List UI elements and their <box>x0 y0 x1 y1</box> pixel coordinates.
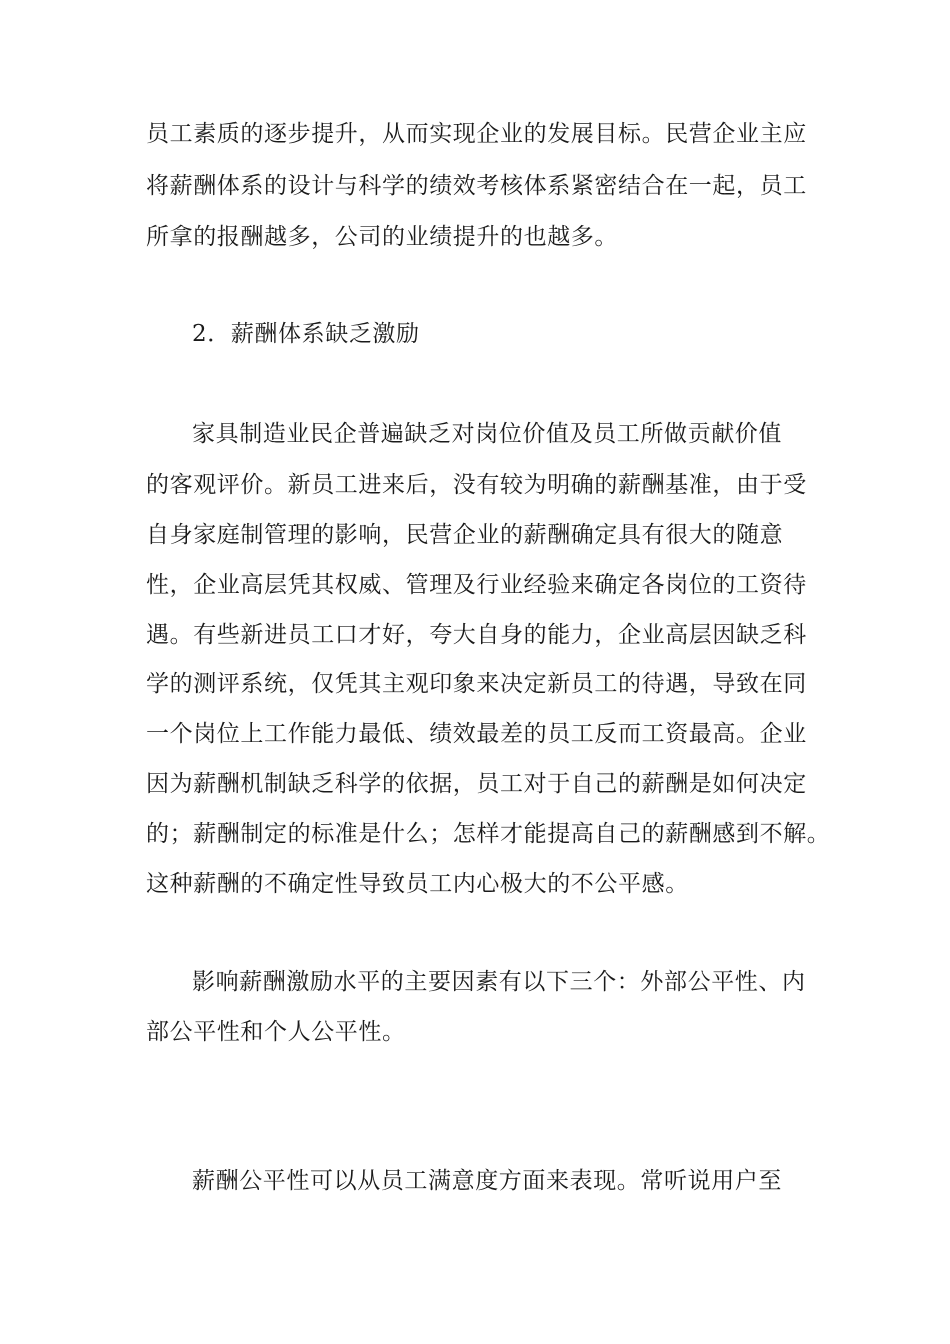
paragraph-line: 员工素质的逐步提升，从而实现企业的发展目标。民营企业主应 <box>146 121 807 147</box>
paragraph-line: 家具制造业民企普遍缺乏对岗位价值及员工所做贡献价值 <box>192 421 782 447</box>
paragraph-line: 的；薪酬制定的标准是什么；怎样才能提高自己的薪酬感到不解。 <box>146 821 831 847</box>
paragraph-line: 学的测评系统，仅凭其主观印象来决定新员工的待遇，导致在同 <box>146 671 807 697</box>
paragraph-line: 遇。有些新进员工口才好，夸大自身的能力，企业高层因缺乏科 <box>146 622 807 648</box>
paragraph-line: 影响薪酬激励水平的主要因素有以下三个：外部公平性、内 <box>192 969 806 995</box>
paragraph-line: 这种薪酬的不确定性导致员工内心极大的不公平感。 <box>146 871 689 897</box>
paragraph-line: 薪酬公平性可以从员工满意度方面来表现。常听说用户至 <box>192 1168 782 1194</box>
paragraph-line: 自身家庭制管理的影响，民营企业的薪酬确定具有很大的随意 <box>146 522 784 548</box>
paragraph-line: 性，企业高层凭其权威、管理及行业经验来确定各岗位的工资待 <box>146 572 807 598</box>
paragraph-line: 一个岗位上工作能力最低、绩效最差的员工反而工资最高。企业 <box>146 721 807 747</box>
paragraph-line: 所拿的报酬越多，公司的业绩提升的也越多。 <box>146 224 618 250</box>
paragraph-line: 的客观评价。新员工进来后，没有较为明确的薪酬基准，由于受 <box>146 472 807 498</box>
paragraph-line: 因为薪酬机制缺乏科学的依据，员工对于自己的薪酬是如何决定 <box>146 771 807 797</box>
paragraph-line: 将薪酬体系的设计与科学的绩效考核体系紧密结合在一起，员工 <box>146 173 807 199</box>
section-heading: 2．薪酬体系缺乏激励 <box>192 321 420 347</box>
paragraph-line: 部公平性和个人公平性。 <box>146 1019 406 1045</box>
